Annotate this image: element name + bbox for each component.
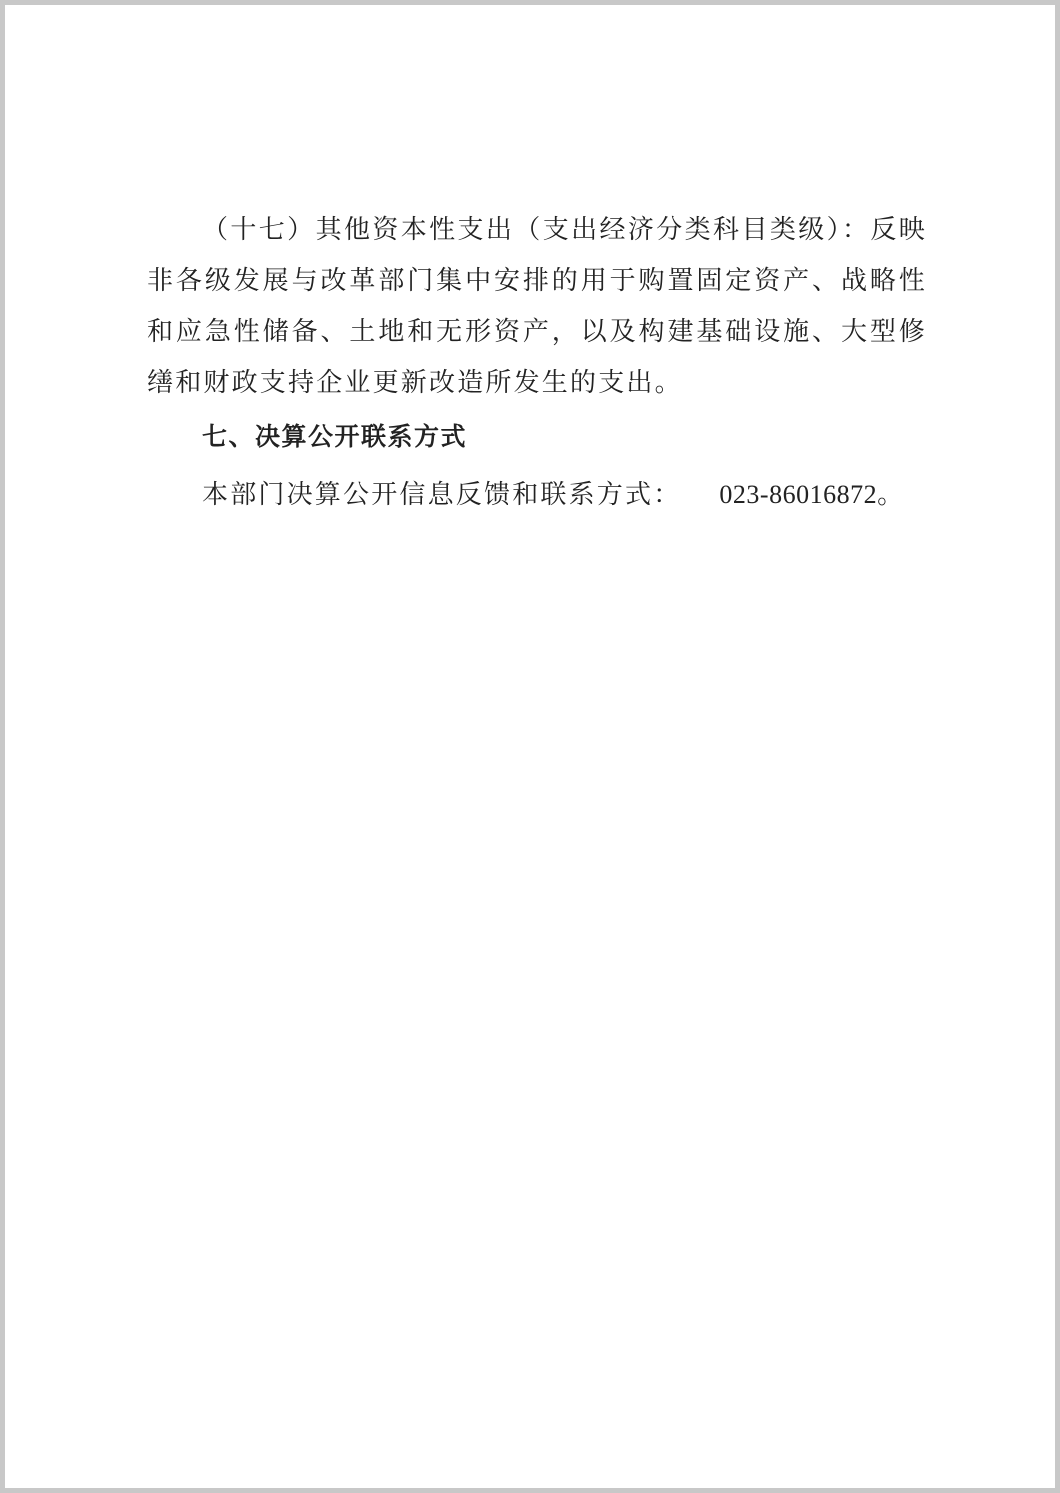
paragraph-other-capital-expenditure: （十七）其他资本性支出（支出经济分类科目类级）：反映非各级发展与改革部门集中安排的用于购置固定资产、战略性和应急性储备、土地和无形资产，以及构建基础设施、大型修缮和财政支持企业更新改造所发生的支出。 — [147, 215, 927, 398]
contact-phone: 023-86016872。 — [719, 480, 904, 509]
contact-label: 本部门决算公开信息反馈和联系方式： — [202, 480, 682, 510]
page-content — [147, 205, 927, 521]
contact-line — [147, 469, 927, 521]
section-heading-contact: 七、决算公开联系方式 — [202, 422, 468, 451]
